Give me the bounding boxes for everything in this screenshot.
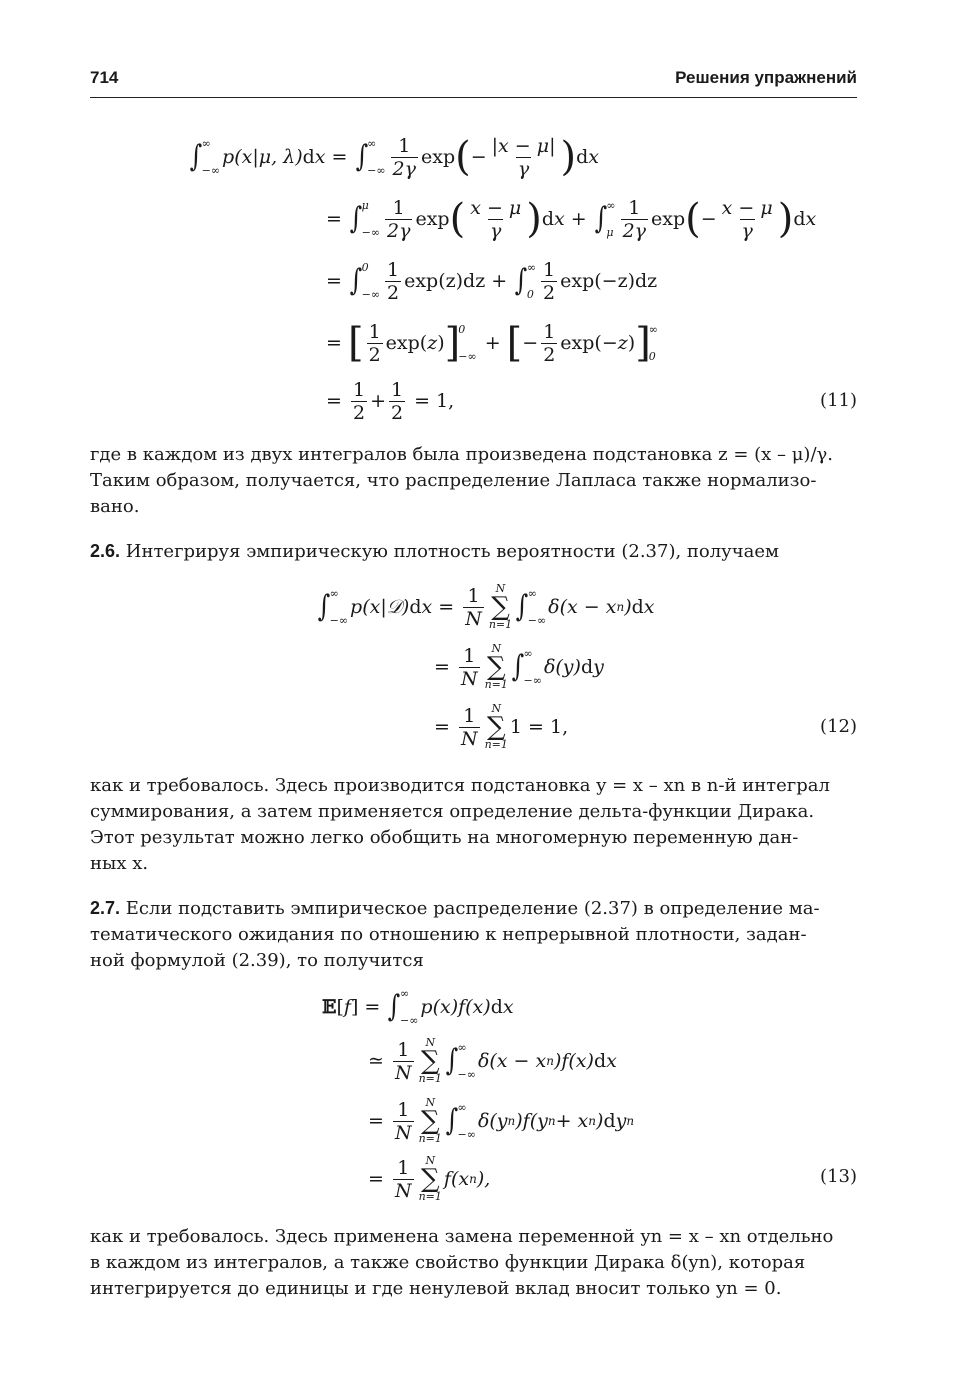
p1-line-1: где в каждом из двух интегралов была произведена подстановка z = (x – μ)/γ. bbox=[90, 444, 834, 465]
eq12-number: (12) bbox=[820, 716, 857, 737]
eq13-line-4: = $\frac{1}{N}$ N ∑ n=1 f(x n ), bbox=[368, 1154, 491, 1203]
section-2-6-label: 2.6. bbox=[90, 541, 121, 561]
eq13-line-2: ≃ $\frac{1}{N}$ N ∑ n=1 ∫ ∞ −∞ δ(x − x n )f(x) d x bbox=[368, 1036, 617, 1085]
page-header bbox=[90, 66, 857, 98]
paragraph-2 bbox=[90, 773, 857, 877]
eq11-line-4: = [ $\frac{1}{2}$ exp( z ) ] 0 −∞ + [ − $\frac{1}{2}$ exp(− z ) ] ∞ 0 bbox=[326, 320, 658, 366]
p2-line-4: ных x. bbox=[90, 853, 149, 874]
p3-line-2: в каждом из интегралов, а также свойство функции Дирака δ(yn), которая bbox=[90, 1252, 806, 1273]
eq12-line-1: ∫ ∞ −∞ p(x|𝒟) d x = $\frac{1}{N}$ N ∑ n=1 ∫ ∞ −∞ δ(x − x n ) d x bbox=[317, 582, 655, 631]
s27-line-2: тематического ожидания по отношению к непрерывной плотности, задан- bbox=[90, 924, 807, 945]
s27-line-3: ной формулой (2.39), то получится bbox=[90, 950, 424, 971]
paragraph-1 bbox=[90, 442, 857, 520]
eq12-line-2: = $\frac{1}{N}$ N ∑ n=1 ∫ ∞ −∞ δ(y) d y bbox=[434, 642, 604, 691]
page-number: 714 bbox=[90, 68, 119, 87]
section-2-7-label: 2.7. bbox=[90, 898, 121, 918]
eq11-line-2: = ∫ μ −∞ $\frac{1}{2\gamma}$ exp ( $\frac{x - \mu}{\gamma}$ ) d x + ∫ ∞ μ $\frac{1}{2\gamma}$ exp ( − $\frac{x - \mu}{\gamma}$ ) d x bbox=[326, 196, 817, 242]
eq11-line-5: = $\frac{1}{2}$ + $\frac{1}{2}$ = 1, bbox=[326, 378, 455, 424]
running-head: Решения упражнений bbox=[675, 68, 857, 87]
eq11-number: (11) bbox=[820, 390, 857, 411]
eq13-number: (13) bbox=[820, 1166, 857, 1187]
section-2-7-intro bbox=[90, 895, 857, 974]
eq11-line-1: ∫ ∞ −∞ p(x|μ, λ) d x = ∫ ∞ −∞ $\frac{1}{2\gamma}$ exp ( − $\frac{|x - \mu|}{\gamma}$ ) d x bbox=[189, 134, 600, 180]
section-2-6-text: Интегрируя эмпирическую плотность вероятности (2.37), получаем bbox=[125, 541, 780, 562]
p3-line-1: как и требовалось. Здесь применена замена переменной yn = x – xn отдельно bbox=[90, 1226, 834, 1247]
p1-line-3: вано. bbox=[90, 496, 140, 517]
equation-11 bbox=[90, 128, 857, 428]
p3-line-3: интегрируется до единицы и где ненулевой вклад вносит только yn = 0. bbox=[90, 1278, 782, 1299]
equation-12 bbox=[90, 580, 857, 760]
p2-line-2: суммирования, а затем применяется определение дельта-функции Дирака. bbox=[90, 801, 815, 822]
section-2-6-intro bbox=[90, 538, 857, 565]
eq12-line-3: = $\frac{1}{N}$ N ∑ n=1 1 = 1, bbox=[434, 702, 569, 751]
p2-line-1: как и требовалось. Здесь производится подстановка y = x – xn в n-й интеграл bbox=[90, 775, 830, 796]
eq13-line-1: 𝔼 [ f ] = ∫ ∞ −∞ p(x)f(x) d x bbox=[322, 987, 514, 1027]
paragraph-3 bbox=[90, 1224, 857, 1302]
s27-line-1: Если подставить эмпирическое распределение (2.37) в определение ма- bbox=[125, 898, 820, 919]
eq11-line-3: = ∫ 0 −∞ $\frac{1}{2}$ exp(z)dz + ∫ ∞ 0 $\frac{1}{2}$ exp(−z)dz bbox=[326, 258, 658, 304]
p1-line-2: Таким образом, получается, что распределение Лапласа также нормализо- bbox=[90, 470, 817, 491]
eq13-line-3: = $\frac{1}{N}$ N ∑ n=1 ∫ ∞ −∞ δ(y n )f(y n + x n ) d y n bbox=[368, 1096, 635, 1145]
equation-13 bbox=[90, 980, 857, 1210]
p2-line-3: Этот результат можно легко обобщить на многомерную переменную дан- bbox=[90, 827, 799, 848]
